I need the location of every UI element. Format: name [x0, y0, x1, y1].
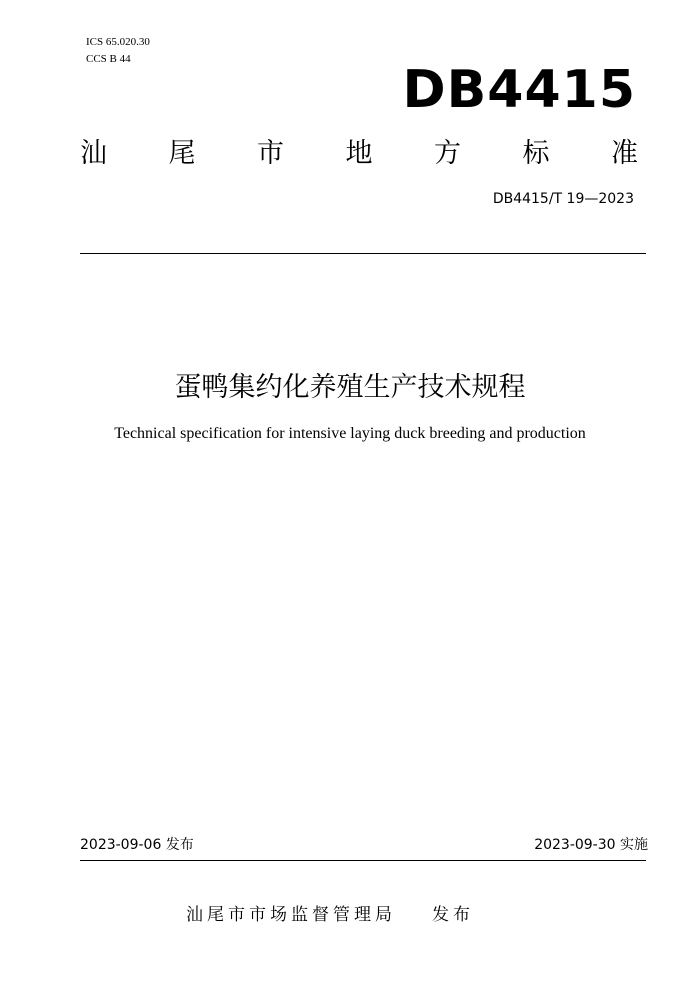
publish-date: 2023-09-06 发布 — [80, 837, 194, 853]
english-title: Technical specification for intensive laying duck breeding and production — [114, 425, 586, 442]
issuer-name: 汕尾市市场监督管理局 — [186, 905, 396, 925]
standard-type-title — [80, 136, 638, 172]
title-char: 尾 — [168, 138, 196, 169]
title-char: 方 — [434, 138, 461, 169]
classification-codes — [86, 34, 150, 68]
document-title: 蛋鸭集约化养殖生产技术规程 — [174, 372, 526, 403]
top-divider — [80, 253, 646, 254]
title-char: 汕 — [80, 138, 107, 169]
title-char: 市 — [257, 138, 284, 169]
issue-label: 发布 — [432, 905, 474, 925]
standard-number: DB4415/T 19—2023 — [492, 191, 634, 207]
title-char: 准 — [611, 138, 638, 169]
title-char: 标 — [522, 138, 550, 169]
standard-mark: DB4415 — [402, 60, 636, 120]
bottom-divider — [80, 860, 646, 861]
title-char: 地 — [345, 138, 373, 169]
implement-date: 2023-09-30 实施 — [534, 837, 648, 853]
ccs-code: CCS B 44 — [86, 53, 131, 65]
issuer-line — [186, 904, 474, 926]
ics-code: ICS 65.020.30 — [86, 36, 150, 48]
